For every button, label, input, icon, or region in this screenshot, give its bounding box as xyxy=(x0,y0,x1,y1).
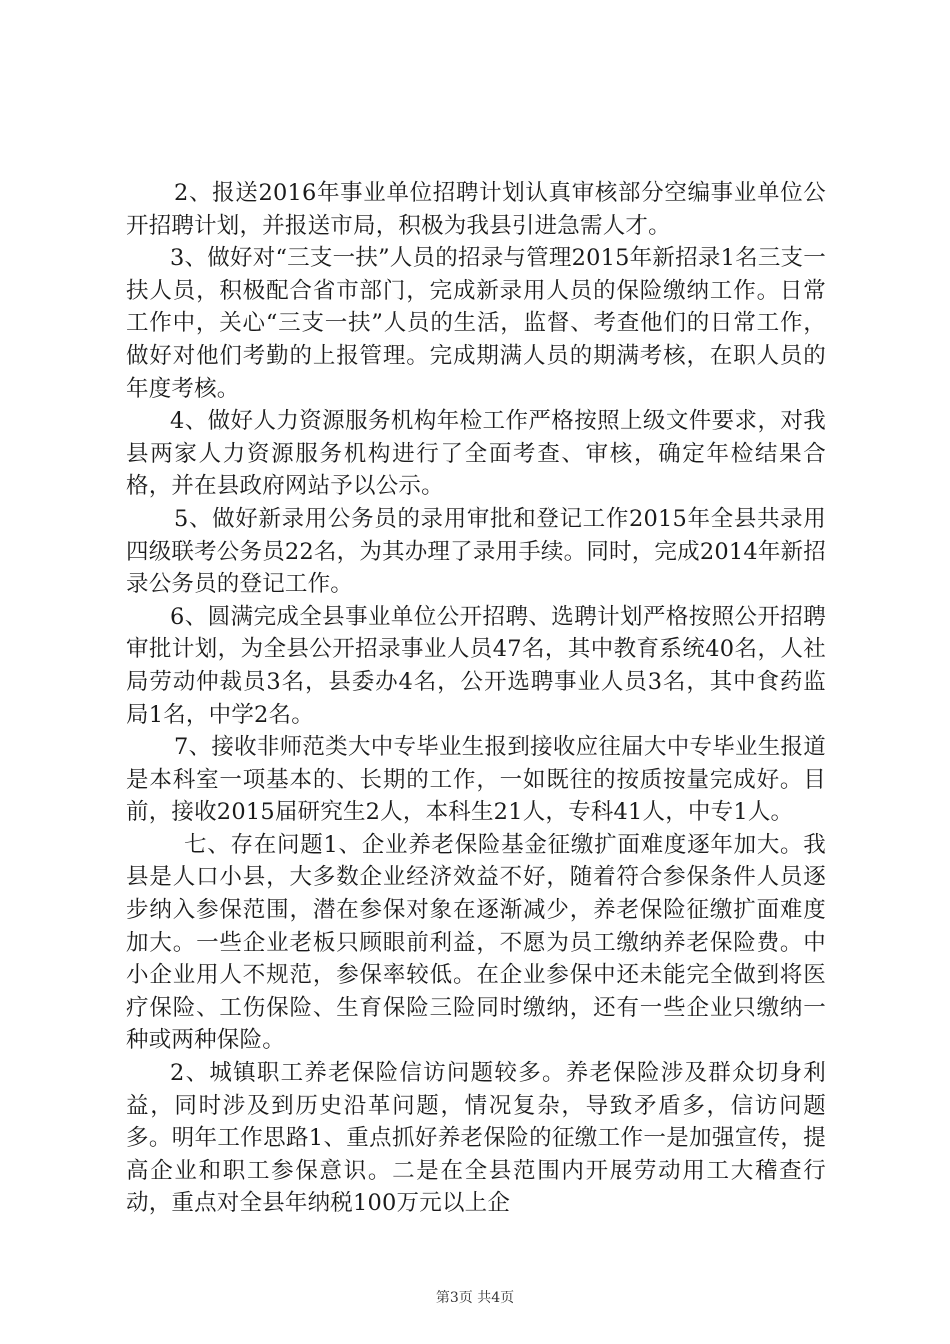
page-number-footer: 第3页 共4页 xyxy=(435,1290,515,1306)
paragraph-item-4: 4、做好人力资源服务机构年检工作严格按照上级文件要求，对我县两家人力资源服务机构进行了全面考查、审核，确定年检结果合格，并在县政府网站予以公示。 xyxy=(126,408,826,500)
document-body xyxy=(126,177,826,1220)
paragraph-petition-and-plan: 2、城镇职工养老保险信访问题较多。养老保险涉及群众切身利益，同时涉及到历史沿革问题，情况复杂，导致矛盾多，信访问题多。明年工作思路1、重点抓好养老保险的征缴工作一是加强宣传，提高企业和职工参保意识。二是在全县范围内开展劳动用工大稽查行动，重点对全县年纳税100万元以上企 xyxy=(126,1060,826,1217)
paragraph-item-5: 5、做好新录用公务员的录用审批和登记工作2015年全县共录用四级联考公务员22名，为其办理了录用手续。同时，完成2014年新招录公务员的登记工作。 xyxy=(126,505,826,598)
paragraph-item-3: 3、做好对“三支一扶”人员的招录与管理2015年新招录1名三支一扶人员，积极配合省市部门，完成新录用人员的保险缴纳工作。日常工作中，关心“三支一扶”人员的生活，监督、考查他们的日常工作，做好对他们考勤的上报管理。完成期满人员的期满考核，在职人员的年度考核。 xyxy=(126,245,826,402)
paragraph-item-7: 7、接收非师范类大中专毕业生报到接收应往届大中专毕业生报道是本科室一项基本的、长期的工作，一如既往的按质按量完成好。目前，接收2015届研究生2人，本科生21人，专科41人，中专1人。 xyxy=(126,734,826,826)
paragraph-issues: 七、存在问题1、企业养老保险基金征缴扩面难度逐年加大。我县是人口小县，大多数企业经济效益不好，随着符合参保条件人员逐步纳入参保范围，潜在参保对象在逐渐减少，养老保险征缴扩面难度加大。一些企业老板只顾眼前利益，不愿为员工缴纳养老保险费。中小企业用人不规范，参保率较低。在企业参保中还未能完全做到将医疗保险、工伤保险、生育保险三险同时缴纳，还有一些企业只缴纳一种或两种保险。 xyxy=(126,831,826,1054)
paragraph-item-6: 6、圆满完成全县事业单位公开招聘、选聘计划严格按照公开招聘审批计划，为全县公开招录事业人员47名，其中教育系统40名，人社局劳动仲裁员3名，县委办4名，公开选聘事业人员3名，其中食药监局1名，中学2名。 xyxy=(126,603,826,728)
paragraph-item-2: 2、报送2016年事业单位招聘计划认真审核部分空编事业单位公开招聘计划，并报送市局，积极为我县引进急需人才。 xyxy=(126,180,826,239)
